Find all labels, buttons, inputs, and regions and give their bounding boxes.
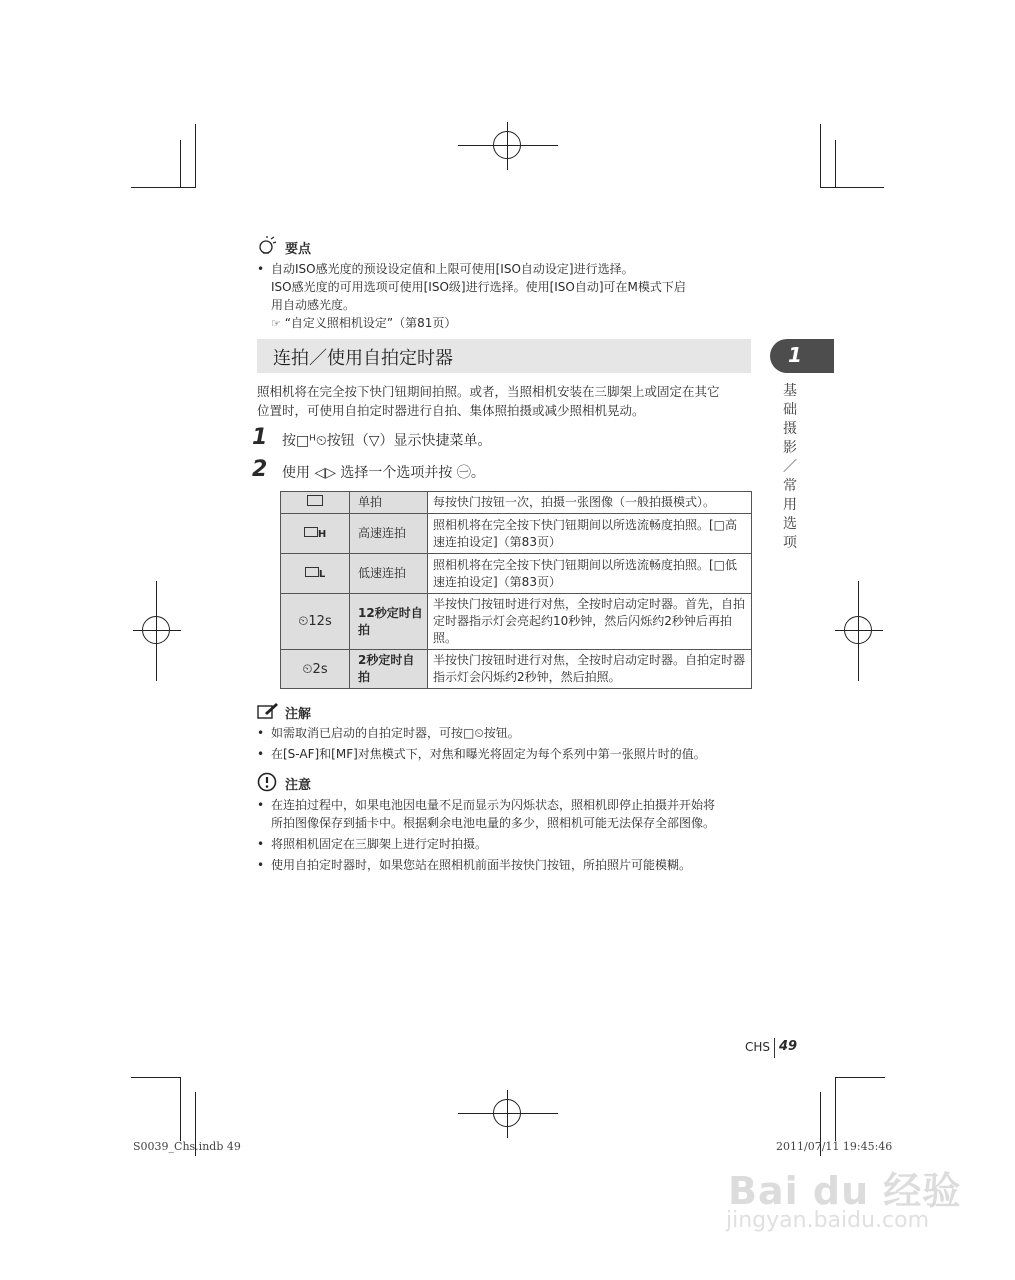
- chapter-number: 1: [788, 343, 802, 367]
- page-number: 49: [779, 1039, 798, 1054]
- step-text: 按□ᴴ⏲按钮（▽）显示快捷菜单。: [282, 433, 492, 449]
- registration-mark-bottom: [484, 1090, 532, 1138]
- registration-mark-top: [484, 122, 532, 170]
- list-item: • 将照相机固定在三脚架上进行定时拍摄。: [257, 835, 757, 853]
- chapter-label: 基础摄影／常用选项: [783, 383, 797, 551]
- lightbulb-icon: [257, 236, 277, 256]
- reference-pointer-icon: ☞: [271, 317, 281, 330]
- step-text: 使用 ◁▷ 选择一个选项并按 ㊀。: [282, 465, 485, 481]
- list-item: • 在连拍过程中，如果电池因电量不足而显示为闪烁状态，照相机即停止拍摄并开始将 所拍图像保存到插卡中。根据剩余电池电量的多少，照相机可能无法保存全部图像。: [257, 796, 757, 832]
- notes-heading: 注解: [285, 707, 312, 722]
- page-reference: ☞ “自定义照相机设定”（第81页）: [271, 316, 457, 330]
- step-1: [252, 425, 752, 453]
- page-number-block: [745, 1038, 805, 1060]
- table-row: ⏲12s 12秒定时自拍 半按快门按钮时进行对焦，全按时启动定时器。首先，自拍定时器指示灯会亮起约10秒钟，然后闪烁约2秒钟后再拍照。: [281, 594, 752, 650]
- notes-block: [257, 701, 757, 763]
- sequential-high-icon: H: [281, 514, 350, 554]
- single-shot-icon: [281, 492, 350, 514]
- step-number: 1: [252, 425, 268, 450]
- footer-file: S0039_Chs.indb 49: [133, 1140, 241, 1153]
- step-2: [252, 457, 752, 485]
- baidu-watermark-url: jingyan.baidu.com: [726, 1208, 930, 1233]
- chapter-tab: [770, 339, 834, 373]
- tips-heading: 要点: [285, 242, 312, 257]
- table-row: 单拍 每按快门按钮一次，拍摄一张图像（一般拍摄模式）。: [281, 492, 752, 514]
- list-item: • 在[S-AF]和[MF]对焦模式下，对焦和曝光将固定为每个系列中第一张照片时的值。: [257, 745, 757, 763]
- drive-mode-table: [280, 491, 752, 689]
- self-timer-12s-icon: ⏲12s: [281, 594, 350, 650]
- section-intro: 照相机将在完全按下快门钮期间拍照。或者，当照相机安装在三脚架上或固定在其它 位置时，可使用自拍定时器进行自拍、集体照拍摄或减少照相机晃动。: [257, 384, 720, 418]
- caution-icon: [257, 772, 277, 792]
- table-row: H 高速连拍 照相机将在完全按下快门钮期间以所选流畅度拍照。[□高速连拍设定]（第83页）: [281, 514, 752, 554]
- list-item: • 如需取消已启动的自拍定时器，可按□⏲按钮。: [257, 724, 757, 742]
- cautions-heading: 注意: [285, 778, 312, 793]
- section-title-bar: [257, 339, 751, 373]
- section-title: 连拍／使用自拍定时器: [273, 348, 453, 369]
- baidu-watermark-logo: Bai du 经验: [728, 1169, 962, 1213]
- self-timer-2s-icon: ⏲2s: [281, 650, 350, 689]
- table-row: ⏲2s 2秒定时自拍 半按快门按钮时进行对焦，全按时启动定时器。自拍定时器指示灯会闪烁约2秒钟，然后拍照。: [281, 650, 752, 689]
- tips-block: [257, 236, 751, 333]
- table-row: L 低速连拍 照相机将在完全按下快门钮期间以所选流畅度拍照。[□低速连拍设定]（第83页）: [281, 554, 752, 594]
- language-code: CHS: [745, 1040, 771, 1054]
- registration-mark-right: [835, 607, 883, 655]
- cautions-block: [257, 772, 757, 874]
- pencil-note-icon: [257, 702, 279, 720]
- step-number: 2: [252, 457, 268, 482]
- list-item: • 使用自拍定时器时，如果您站在照相机前面半按快门按钮，所拍照片可能模糊。: [257, 856, 757, 874]
- registration-mark-left: [133, 607, 181, 655]
- footer-timestamp: 2011/07/11 19:45:46: [776, 1140, 893, 1153]
- sequential-low-icon: L: [281, 554, 350, 594]
- tips-bullet: • 自动ISO感光度的预设设定值和上限可使用[ISO自动设定]进行选择。 ISO感光度的可用选项可使用[ISO级]进行选择。使用[ISO自动]可在M模式下启 用自动感光度。 ☞ “自定义照相机设定”（第81页）: [257, 260, 751, 333]
